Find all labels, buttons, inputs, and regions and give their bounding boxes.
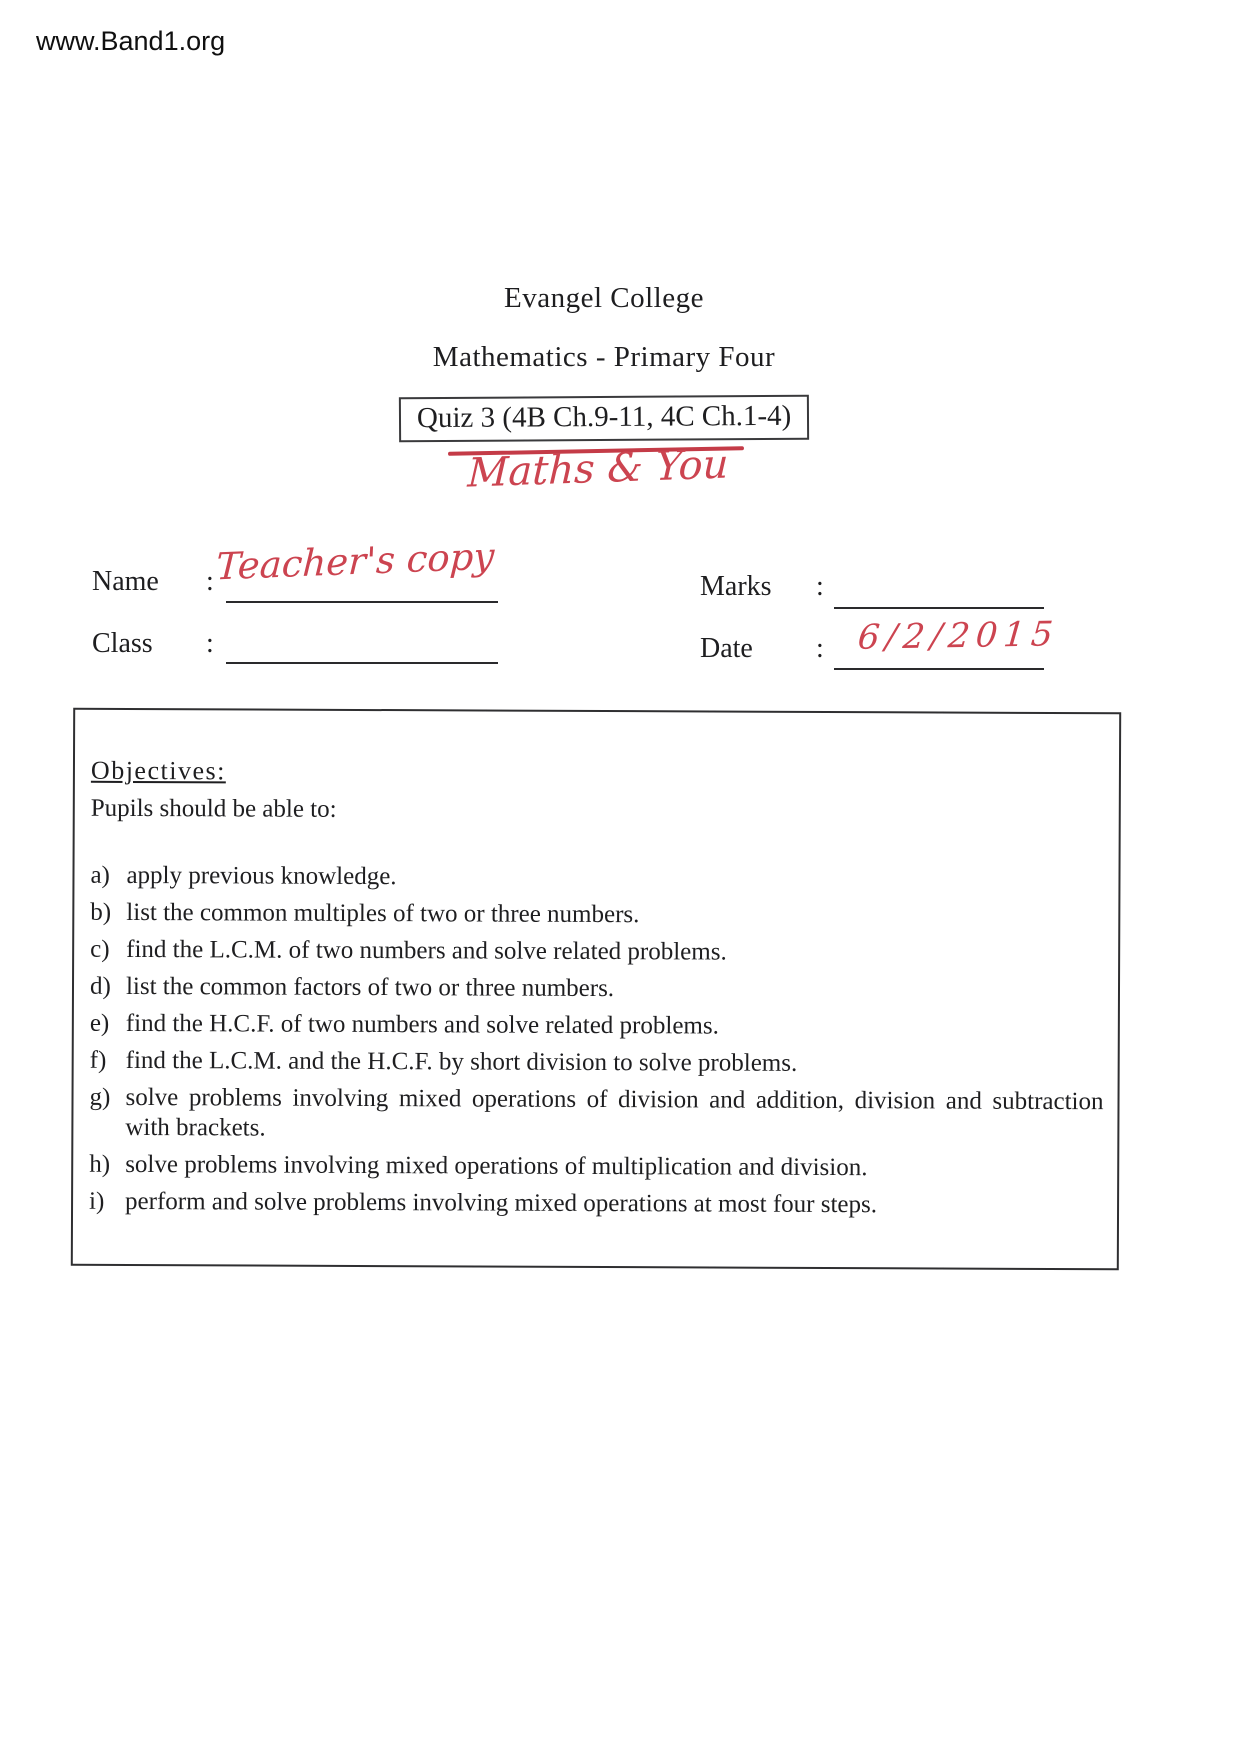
objective-item-text: find the L.C.M. and the H.C.F. by short division to solve problems. xyxy=(125,1046,798,1077)
handwritten-name-value: Teacher's copy xyxy=(215,534,496,589)
objective-item-letter: a) xyxy=(90,861,110,889)
objective-item-text: perform and solve problems involving mixed operations at most four steps. xyxy=(125,1187,878,1219)
objective-item xyxy=(90,972,1104,1006)
name-label: Name xyxy=(92,566,159,597)
objectives-intro: Pupils should be able to: xyxy=(90,794,337,823)
objective-item-letter: d) xyxy=(89,972,111,1000)
class-colon: : xyxy=(206,628,214,659)
objective-item xyxy=(90,861,1104,895)
school-name: Evangel College xyxy=(504,282,704,314)
objective-item-text: list the common multiples of two or three numbers. xyxy=(126,898,640,929)
objective-item-letter: e) xyxy=(89,1009,110,1037)
objective-item-letter: h) xyxy=(89,1150,111,1178)
quiz-title-box: Quiz 3 (4B Ch.9-11, 4C Ch.1-4) xyxy=(399,395,810,443)
objective-item xyxy=(89,1187,1103,1221)
objectives-list xyxy=(89,861,1105,1221)
objective-item-letter: b) xyxy=(90,898,112,926)
objective-item-text: solve problems involving mixed operations of multiplication and division. xyxy=(125,1150,868,1182)
class-label: Class xyxy=(92,628,153,659)
objective-item-text: find the L.C.M. of two numbers and solve related problems. xyxy=(126,935,727,966)
objective-item xyxy=(90,1046,1104,1080)
date-blank-line xyxy=(834,668,1044,670)
objective-item-letter: c) xyxy=(90,935,110,963)
objective-item xyxy=(90,898,1104,932)
objective-item-letter: f) xyxy=(89,1046,107,1074)
document-header xyxy=(0,282,1208,441)
objective-item xyxy=(89,1150,1103,1184)
name-blank-line xyxy=(226,601,498,603)
handwritten-subtitle: Maths & You xyxy=(466,441,730,497)
objective-item-text: apply previous knowledge. xyxy=(126,861,397,891)
marks-blank-line xyxy=(834,607,1044,609)
objective-item-letter: i) xyxy=(89,1187,105,1215)
handwritten-date-value: 6/2/2015 xyxy=(856,614,1061,658)
objective-item xyxy=(90,1009,1104,1043)
objective-item xyxy=(90,935,1104,969)
objective-item-text: solve problems involving mixed operations of division and addition, division and subtraction with brackets. xyxy=(125,1083,1104,1142)
date-colon: : xyxy=(816,633,824,664)
objective-item-text: list the common factors of two or three numbers. xyxy=(125,972,615,1003)
date-label: Date xyxy=(700,633,753,664)
objectives-box xyxy=(71,708,1121,1271)
objective-item-text: find the H.C.F. of two numbers and solve related problems. xyxy=(125,1009,719,1040)
site-watermark: www.Band1.org xyxy=(36,26,226,56)
class-blank-line xyxy=(226,662,498,664)
objectives-heading: Objectives: xyxy=(90,755,226,786)
objective-item xyxy=(89,1083,1103,1147)
marks-colon: : xyxy=(816,571,824,602)
name-colon: : xyxy=(206,566,214,597)
marks-label: Marks xyxy=(700,571,772,602)
subject-title: Mathematics - Primary Four xyxy=(432,341,776,373)
objective-item-letter: g) xyxy=(89,1083,111,1111)
